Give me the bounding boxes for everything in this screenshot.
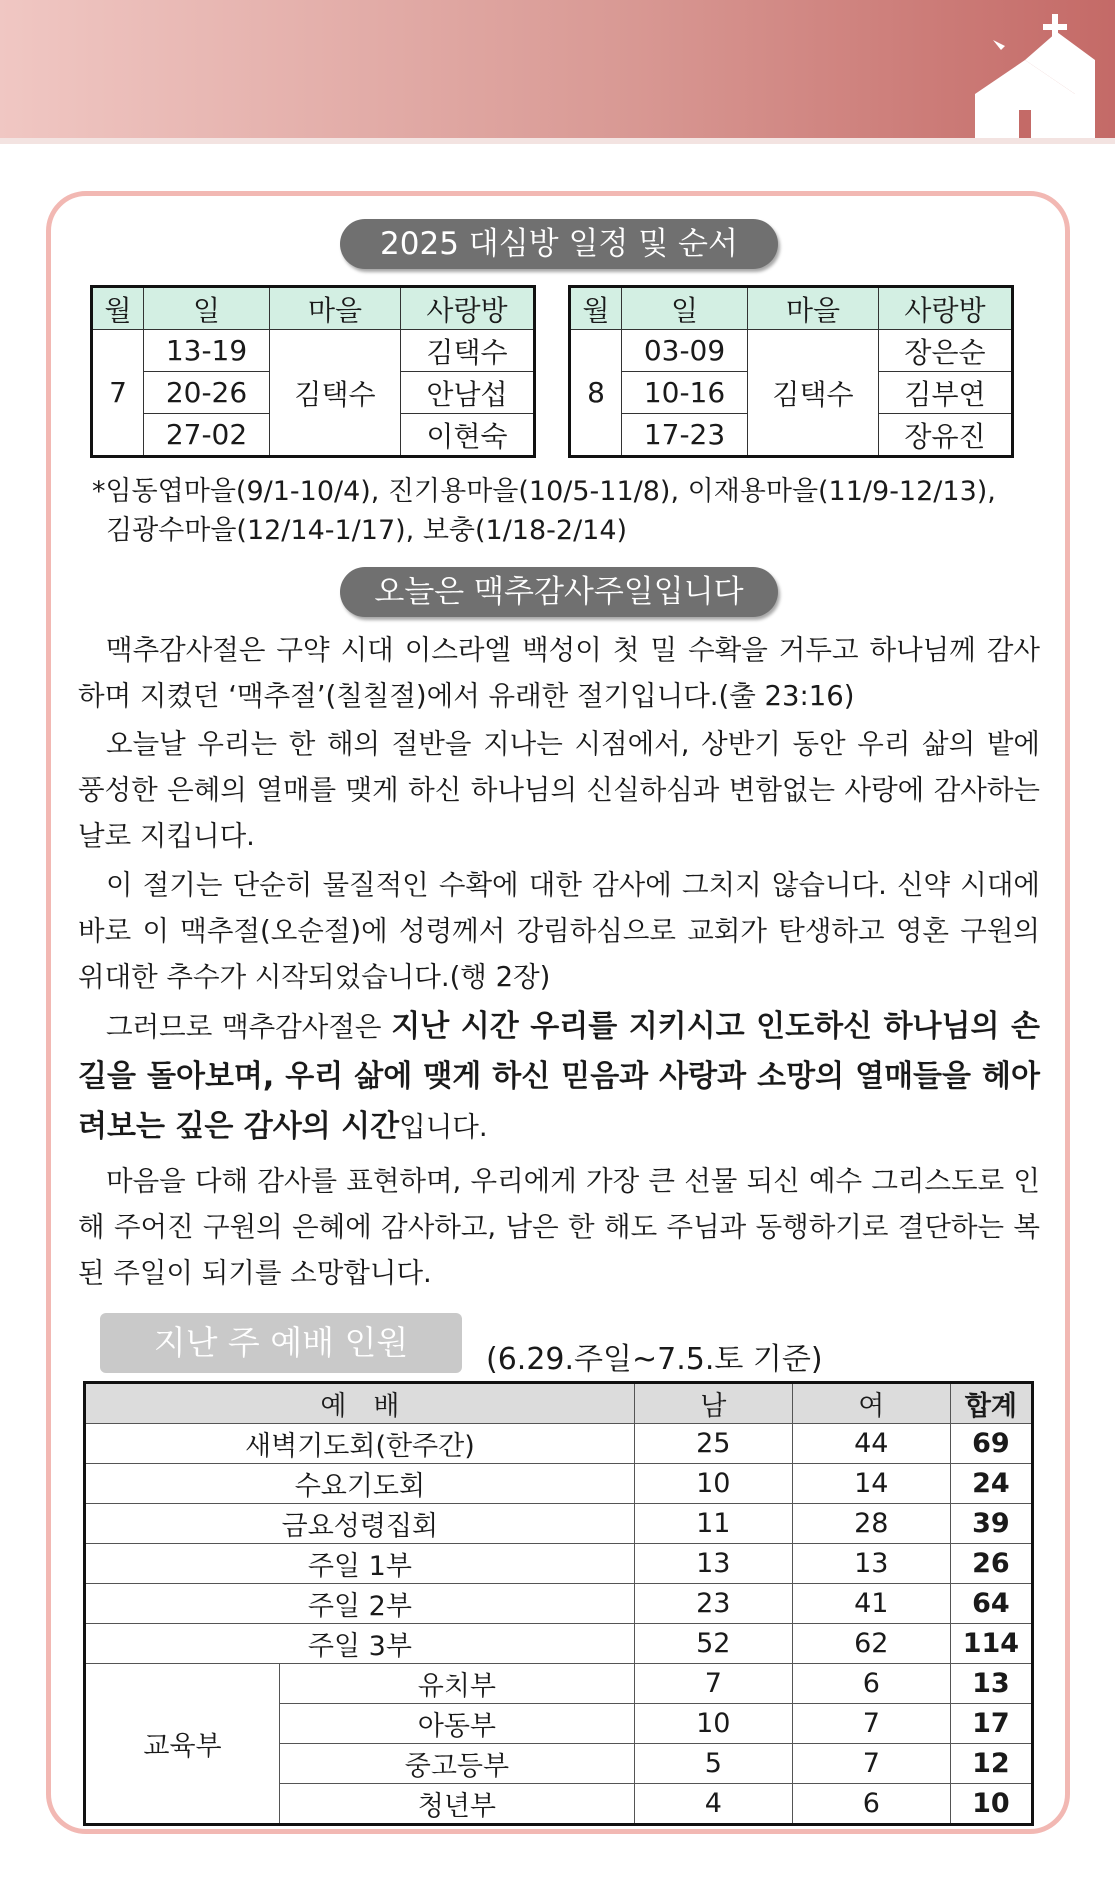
service-name: 청년부 bbox=[280, 1784, 635, 1825]
total-count: 39 bbox=[950, 1504, 1032, 1544]
article-paragraph-emphasis bbox=[78, 1002, 1040, 1152]
total-count: 69 bbox=[950, 1424, 1032, 1464]
male-count: 11 bbox=[634, 1504, 792, 1544]
total-count: 26 bbox=[950, 1544, 1032, 1584]
paragraph-text: 입니다. bbox=[399, 1111, 488, 1143]
schedule-table-july bbox=[90, 285, 536, 458]
total-count: 13 bbox=[950, 1664, 1032, 1704]
male-count: 4 bbox=[634, 1784, 792, 1825]
village-cell: 김택수 bbox=[270, 330, 401, 457]
female-count: 6 bbox=[792, 1784, 950, 1825]
total-count: 24 bbox=[950, 1464, 1032, 1504]
service-name: 수요기도회 bbox=[85, 1464, 635, 1504]
header-day: 일 bbox=[622, 287, 748, 330]
article-paragraph bbox=[78, 1158, 1040, 1296]
room-cell: 안남섭 bbox=[401, 372, 535, 414]
service-name: 아동부 bbox=[280, 1704, 635, 1744]
table-row bbox=[85, 1584, 1033, 1624]
service-name: 주일 2부 bbox=[85, 1584, 635, 1624]
male-count: 5 bbox=[634, 1744, 792, 1784]
month-cell: 8 bbox=[570, 330, 622, 457]
service-name: 유치부 bbox=[280, 1664, 635, 1704]
schedule-table-august bbox=[568, 285, 1014, 458]
att-header-male: 남 bbox=[634, 1383, 792, 1424]
article-title: 오늘은 맥추감사주일입니다 bbox=[340, 567, 778, 617]
note-line: *임동엽마을(9/1-10/4), 진기용마을(10/5-11/8), 이재용마을(11/9-12/13), bbox=[92, 476, 996, 507]
table-row bbox=[85, 1624, 1033, 1664]
village-cell: 김택수 bbox=[748, 330, 879, 457]
attendance-basis: (6.29.주일~7.5.토 기준) bbox=[486, 1342, 823, 1377]
male-count: 10 bbox=[634, 1704, 792, 1744]
room-cell: 김부연 bbox=[879, 372, 1013, 414]
att-header-total: 합계 bbox=[950, 1383, 1032, 1424]
table-row bbox=[85, 1544, 1033, 1584]
room-cell: 장유진 bbox=[879, 414, 1013, 457]
header-day: 일 bbox=[144, 287, 270, 330]
male-count: 10 bbox=[634, 1464, 792, 1504]
day-cell: 20-26 bbox=[144, 372, 270, 414]
male-count: 52 bbox=[634, 1624, 792, 1664]
day-cell: 27-02 bbox=[144, 414, 270, 457]
total-count: 10 bbox=[950, 1784, 1032, 1825]
day-cell: 13-19 bbox=[144, 330, 270, 372]
service-name: 금요성령집회 bbox=[85, 1504, 635, 1544]
schedule-title: 2025 대심방 일정 및 순서 bbox=[340, 219, 778, 269]
paragraph-text: 이 절기는 단순히 물질적인 수확에 대한 감사에 그치지 않습니다. 신약 시대에 바로 이 맥추절(오순절)에 성령께서 강림하심으로 교회가 탄생하고 영혼 구원의 위대한 추수가 시작되었습니다.(행 2장) bbox=[78, 869, 1040, 993]
room-cell: 김택수 bbox=[401, 330, 535, 372]
female-count: 62 bbox=[792, 1624, 950, 1664]
header-banner bbox=[0, 0, 1115, 138]
attendance-table bbox=[83, 1381, 1034, 1826]
edu-group-label: 교육부 bbox=[85, 1664, 280, 1825]
service-name: 주일 1부 bbox=[85, 1544, 635, 1584]
female-count: 7 bbox=[792, 1704, 950, 1744]
paragraph-text: 마음을 다해 감사를 표현하며, 우리에게 가장 큰 선물 되신 예수 그리스도로 인해 주어진 구원의 은혜에 감사하고, 남은 한 해도 주님과 동행하기로 결단하는 복된 주일이 되기를 소망합니다. bbox=[78, 1165, 1040, 1289]
church-icon bbox=[965, 14, 1115, 138]
header-month: 월 bbox=[570, 287, 622, 330]
day-cell: 10-16 bbox=[622, 372, 748, 414]
room-cell: 이현숙 bbox=[401, 414, 535, 457]
room-cell: 장은순 bbox=[879, 330, 1013, 372]
service-name: 새벽기도회(한주간) bbox=[85, 1424, 635, 1464]
service-name: 중고등부 bbox=[280, 1744, 635, 1784]
male-count: 25 bbox=[634, 1424, 792, 1464]
table-row bbox=[85, 1664, 1033, 1704]
att-header-service: 예 배 bbox=[85, 1383, 635, 1424]
article-paragraph bbox=[78, 721, 1040, 859]
header-room: 사랑방 bbox=[401, 287, 535, 330]
female-count: 44 bbox=[792, 1424, 950, 1464]
male-count: 7 bbox=[634, 1664, 792, 1704]
paragraph-text: 맥추감사절은 구약 시대 이스라엘 백성이 첫 밀 수확을 거두고 하나님께 감사하며 지켰던 ‘맥추절’(칠칠절)에서 유래한 절기입니다.(출 23:16) bbox=[78, 634, 1040, 712]
female-count: 14 bbox=[792, 1464, 950, 1504]
article-paragraph bbox=[78, 862, 1040, 1000]
note-line: 김광수마을(12/14-1/17), 보충(1/18-2/14) bbox=[106, 515, 628, 546]
header-month: 월 bbox=[92, 287, 144, 330]
article-paragraph bbox=[78, 627, 1040, 719]
month-cell: 7 bbox=[92, 330, 144, 457]
total-count: 114 bbox=[950, 1624, 1032, 1664]
day-cell: 17-23 bbox=[622, 414, 748, 457]
male-count: 13 bbox=[634, 1544, 792, 1584]
schedule-note bbox=[92, 472, 996, 550]
header-village: 마을 bbox=[748, 287, 879, 330]
table-row bbox=[85, 1424, 1033, 1464]
paragraph-text: 오늘날 우리는 한 해의 절반을 지나는 시점에서, 상반기 동안 우리 삶의 밭에 풍성한 은혜의 열매를 맺게 하신 하나님의 신실하심과 변함없는 사랑에 감사하는 날로 지킵니다. bbox=[78, 728, 1040, 852]
header-room: 사랑방 bbox=[879, 287, 1013, 330]
male-count: 23 bbox=[634, 1584, 792, 1624]
table-row bbox=[85, 1504, 1033, 1544]
attendance-title: 지난 주 예배 인원 bbox=[100, 1313, 462, 1373]
day-cell: 03-09 bbox=[622, 330, 748, 372]
header-village: 마을 bbox=[270, 287, 401, 330]
female-count: 7 bbox=[792, 1744, 950, 1784]
banner-divider bbox=[0, 138, 1115, 144]
female-count: 41 bbox=[792, 1584, 950, 1624]
table-row bbox=[85, 1464, 1033, 1504]
paragraph-bold-text: 지난 시간 우리를 지키시고 인도하신 하나님의 손길을 돌아보며, 우리 삶에 맺게 하신 믿음과 사랑과 소망의 열매들을 헤아려보는 깊은 감사의 시간 bbox=[78, 1009, 1040, 1144]
female-count: 28 bbox=[792, 1504, 950, 1544]
att-header-female: 여 bbox=[792, 1383, 950, 1424]
female-count: 13 bbox=[792, 1544, 950, 1584]
total-count: 64 bbox=[950, 1584, 1032, 1624]
total-count: 17 bbox=[950, 1704, 1032, 1744]
total-count: 12 bbox=[950, 1744, 1032, 1784]
paragraph-text: 그러므로 맥추감사절은 bbox=[106, 1011, 392, 1043]
female-count: 6 bbox=[792, 1664, 950, 1704]
service-name: 주일 3부 bbox=[85, 1624, 635, 1664]
